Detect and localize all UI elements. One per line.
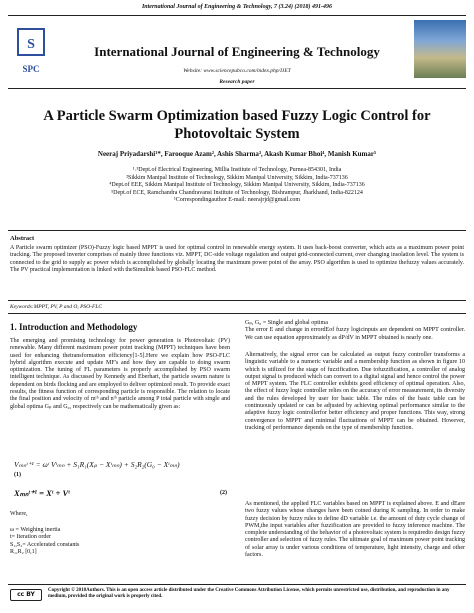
- equation-1: Vₘₙᵗ⁺¹ = ωᵗ Vᵗₘₙ + S₁R₁(Xₚ − Xᵗₘₙ) + S₂R₂(G₀ − Xᵗₘₙ): [14, 460, 180, 469]
- paper-title: A Particle Swarm Optimization based Fuzzy Logic Control for Photovoltaic System: [43, 108, 431, 142]
- journal-cover-image: [414, 20, 466, 78]
- spc-logo-icon: [8, 20, 54, 84]
- journal-citation: International Journal of Engineering & Technology, 7 (3.24) (2018) 491-496: [141, 4, 333, 10]
- article-type: Research paper: [219, 79, 255, 85]
- header-top-rule: [8, 15, 466, 16]
- right-paragraph-3: As mentioned, the applied FLC variables based on MPPT is explained above. E and dEare two fuzzy values whose changes have been coined during K sampling. In order to make fuzzy decision by fuzzy rules to define dD variable i.e. the amount of duty cycle change of PWM,the input variables after fuzzification are provided to fuzzy inference machine. The complete understanding of the behavior of a photovoltaic system is requiredto design fuzzy controller and selection of fuzzy rules. The ultimate goal of maximum power point tracking of solar array is under various conditions of temperature, light intensity, charge and other factors.: [245, 501, 465, 559]
- abstract-top-rule: [8, 230, 466, 231]
- publisher-logo: [8, 20, 54, 84]
- journal-website[interactable]: Website: www.sciencepubco.com/index.php/IJET: [183, 68, 291, 74]
- abstract-bottom-rule: [8, 300, 466, 301]
- affiliation-line: ⁵Dept.of ECE, Ramchandra Chandravansi Institute of Technology, Bishrampur, Jharkhand, India-822124: [111, 189, 363, 196]
- abstract-heading: Abstract: [10, 235, 35, 242]
- keywords: Keywords:MPPT, PV, P and O, PSO-FLC: [10, 304, 103, 310]
- affiliation-line: ⁴Dept.of EEE, Sikkim Manipal Institute of Technology, Sikkim Manipal University, Sikkim, India-737136: [109, 182, 365, 189]
- footer-rule: [8, 584, 466, 585]
- right-paragraph-2: Alternatively, the signal error can be calculated as output fuzzy controller transforms a linguistic variable to a numeric variable and a membership function as shown in figure 10 which is utilized for the stage of fuzzification. Due tofuzzification, a controller of analog output signal is produced which can convert to a digital signal and hence control the power of MPPT system. The FLC controller exhibits good efficiency of optimal operation. Also, the effect of fuzzy logic controller relies on the accuracy of error measurement, its diversity and the rules developed by user for basic table. The rules of the basic table can be continuously updated or can be adjusted by achieving optimal performance similar to the adaptive fuzzy logic controllerfor better efficiency and proper functions. This way, strong convergence to MPPT and minimal fluctuations of MPPT can be obtained. However, tracking of performance depends on the type of membership function.: [245, 352, 465, 431]
- logo-text: SPC: [22, 64, 40, 74]
- where-label: Where,: [10, 511, 28, 517]
- copyright-notice: Copyright © 2018Authors. This is an open access article distributed under the Creative Commons Attribution License, which permits unrestricted use, distribution, and reproduction in any medium, provided the original work is properly cited.: [48, 588, 450, 600]
- equation-2: Xₘₙᵗ⁺¹ = Xᵗ + Vᵗ: [14, 488, 70, 498]
- journal-title: International Journal of Engineering & Technology: [94, 44, 380, 59]
- intro-paragraph: The emerging and promising technology for power generation is Photovoltaic (PV) renewable. Many different maximum power point tracking (MPPT) techniques have been used for enhancing thetransformation efficiency[1-5].Here we explain how PSO-FLC hybrid algorithm execute and update MF's and how they are capable to doing swarm optimization. The tuning of FL parameters is properly accomplished by PSO swarm intelligent technique. As discussed by Kennedy and Eberhart, the particle swarm nature is dependent on birds flocking and are employed to deliver optimized result. To provide exact results, the fitness function of corresponding particle is responsible. The relation to locate the final position and velocity of mᵗʰ and nᵗʰ particle among P total particle with single and global optima Gₚ and G₀, respectively can be mathematically given as:: [10, 338, 230, 410]
- header-bottom-rule: [8, 88, 466, 89]
- svg-text:S: S: [27, 37, 35, 52]
- affiliations: [10, 167, 464, 205]
- right-paragraph-1: Gₚ, G₀ = Single and global optima The error E and change in errordEof fuzzy logicinputs are dependent on MPPT controller. We can use equation approximately as dP/dV in MPPT obtained is nearly one.: [245, 320, 465, 341]
- corresponding-email: ¹Correspondingauthor E-mail: neerajrjd@gmail.com: [173, 197, 301, 204]
- definition-item: R₁,R₂ [0,1]: [10, 548, 37, 555]
- definition-item: S₁,S₂= Accelerated constants: [10, 541, 80, 548]
- equation-1-number: (1): [14, 472, 21, 478]
- author-list: Neeraj Priyadarshi¹*, Farooque Azam², Ashis Sharma³, Akash Kumar Bhoi⁴, Manish Kumar⁵: [97, 150, 377, 158]
- equation-2-number: (2): [220, 490, 227, 496]
- definition-item: ω = Weighing inertia: [10, 527, 61, 533]
- cc-license-icon[interactable]: cc BY: [10, 589, 42, 601]
- definition-list: [10, 527, 230, 556]
- affiliation-line: ¹˒³Dept.of Electrical Engineering, Millia Institute of Technology, Purnea-854301, India: [132, 167, 342, 173]
- definition-item: t= Iteration order: [10, 534, 52, 541]
- keywords-rule: [8, 313, 466, 314]
- affiliation-line: ²Sikkim Manipal Institute of Technology, Sikkim Manipal University, Sikkim, India-737136: [126, 174, 348, 181]
- abstract-body: A Particle swarm optimizer (PSO)-Fuzzy logic based MPPT is used for optimal control in renewable energy system. It uses back-boost converter, which acts as a maximum power point tracking. The proposed inverter comprises of mainly three functions viz. MPPT, DC-side voltage regulation and output grid-connected current, over changing insolation level. The system is connected to the grid to supply ac power which is accomplished by globally locating the maximum power point of the array. PSO algorithm is used to optimize thefuzzy values accurately. The PV practical implementation is linked with theSimulink based PSO-FLC method.: [10, 245, 464, 274]
- section-heading: 1. Introduction and Methodology: [10, 322, 138, 332]
